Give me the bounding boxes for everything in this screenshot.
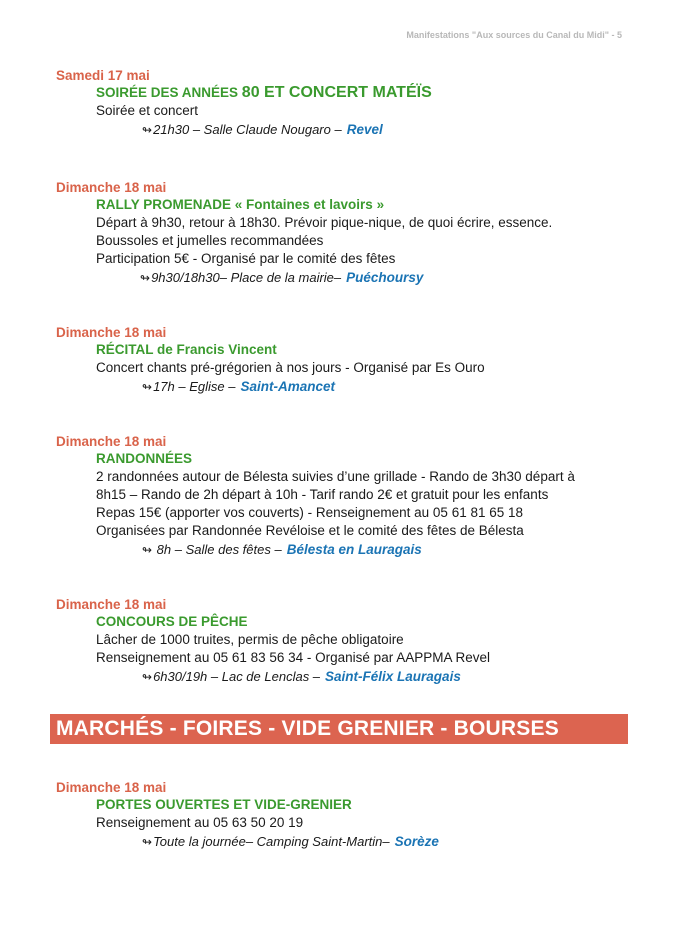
event-time-location xyxy=(142,121,636,139)
event-description: 2 randonnées autour de Bélesta suivies d’une grillade - Rando de 3h30 départ à xyxy=(96,469,575,484)
event-block xyxy=(56,779,636,851)
event-date: Dimanche 18 mai xyxy=(56,180,167,195)
event-description: Soirée et concert xyxy=(96,103,199,118)
event-time-location xyxy=(142,378,636,396)
event-description: Renseignement au 05 61 83 56 34 - Organisé par AAPPMA Revel xyxy=(96,650,490,665)
event-block xyxy=(56,596,636,686)
event-description: Concert chants pré-grégorien à nos jours - Organisé par Es Ouro xyxy=(96,360,485,375)
event-time: 6h30/19h – Lac de Lenclas – xyxy=(153,669,321,684)
event-title: RÉCITAL de Francis Vincent xyxy=(96,342,277,357)
event-place: Bélesta en Lauragais xyxy=(286,542,422,557)
event-description: Repas 15€ (apporter vos couverts) - Renseignement au 05 61 81 65 18 xyxy=(96,505,524,520)
page-header: Manifestations "Aux sources du Canal du Midi" - 5 xyxy=(406,30,622,40)
event-description: 8h15 – Rando de 2h départ à 10h - Tarif rando 2€ et gratuit pour les enfants xyxy=(96,487,549,502)
event-date: Dimanche 18 mai xyxy=(56,597,167,612)
event-place: Revel xyxy=(346,122,383,137)
clock-hand-icon: ↬ xyxy=(142,123,153,137)
event-description: Boussoles et jumelles recommandées xyxy=(96,233,324,248)
event-block xyxy=(56,67,636,139)
event-title: CONCOURS DE PÊCHE xyxy=(96,614,248,629)
clock-hand-icon: ↬ xyxy=(142,380,153,394)
event-description: Lâcher de 1000 truites, permis de pêche obligatoire xyxy=(96,632,404,647)
event-time: 21h30 – Salle Claude Nougaro – xyxy=(153,122,342,137)
event-place: Saint-Félix Lauragais xyxy=(325,669,461,684)
clock-hand-icon: ↬ xyxy=(142,670,153,684)
event-block xyxy=(56,433,636,559)
clock-hand-icon: ↬ xyxy=(142,543,153,557)
event-description: Départ à 9h30, retour à 18h30. Prévoir pique-nique, de quoi écrire, essence. xyxy=(96,215,553,230)
event-description: Organisées par Randonnée Revéloise et le comité des fêtes de Bélesta xyxy=(96,523,524,538)
event-description: Participation 5€ - Organisé par le comité des fêtes xyxy=(96,251,396,266)
event-time: 17h – Eglise – xyxy=(153,379,236,394)
event-date: Samedi 17 mai xyxy=(56,68,150,83)
event-title-part: 80 ET CONCERT MATÉÏS xyxy=(241,84,432,101)
event-title-part: SOIRÉE DES ANNÉES xyxy=(96,85,242,100)
section-title-bar: MARCHÉS - FOIRES - VIDE GRENIER - BOURSES xyxy=(50,714,628,744)
event-time-location xyxy=(142,833,636,851)
event-date: Dimanche 18 mai xyxy=(56,434,167,449)
clock-hand-icon: ↬ xyxy=(140,271,151,285)
event-block xyxy=(56,179,636,287)
event-title: RALLY PROMENADE « Fontaines et lavoirs » xyxy=(96,197,385,212)
event-title xyxy=(96,84,636,102)
clock-hand-icon: ↬ xyxy=(142,835,153,849)
event-place: Puéchoursy xyxy=(346,270,424,285)
event-time-location xyxy=(140,269,636,287)
event-block xyxy=(56,324,636,396)
event-date: Dimanche 18 mai xyxy=(56,325,167,340)
event-date: Dimanche 18 mai xyxy=(56,780,167,795)
event-time: 9h30/18h30– Place de la mairie– xyxy=(151,270,342,285)
event-time: Toute la journée– Camping Saint-Martin– xyxy=(153,834,390,849)
event-time: 8h – Salle des fêtes – xyxy=(153,542,282,557)
event-time-location xyxy=(142,668,636,686)
event-place: Saint-Amancet xyxy=(240,379,335,394)
event-time-location xyxy=(142,541,636,559)
event-title: PORTES OUVERTES ET VIDE-GRENIER xyxy=(96,797,352,812)
event-title: RANDONNÉES xyxy=(96,451,193,466)
event-place: Sorèze xyxy=(394,834,439,849)
event-description: Renseignement au 05 63 50 20 19 xyxy=(96,815,304,830)
